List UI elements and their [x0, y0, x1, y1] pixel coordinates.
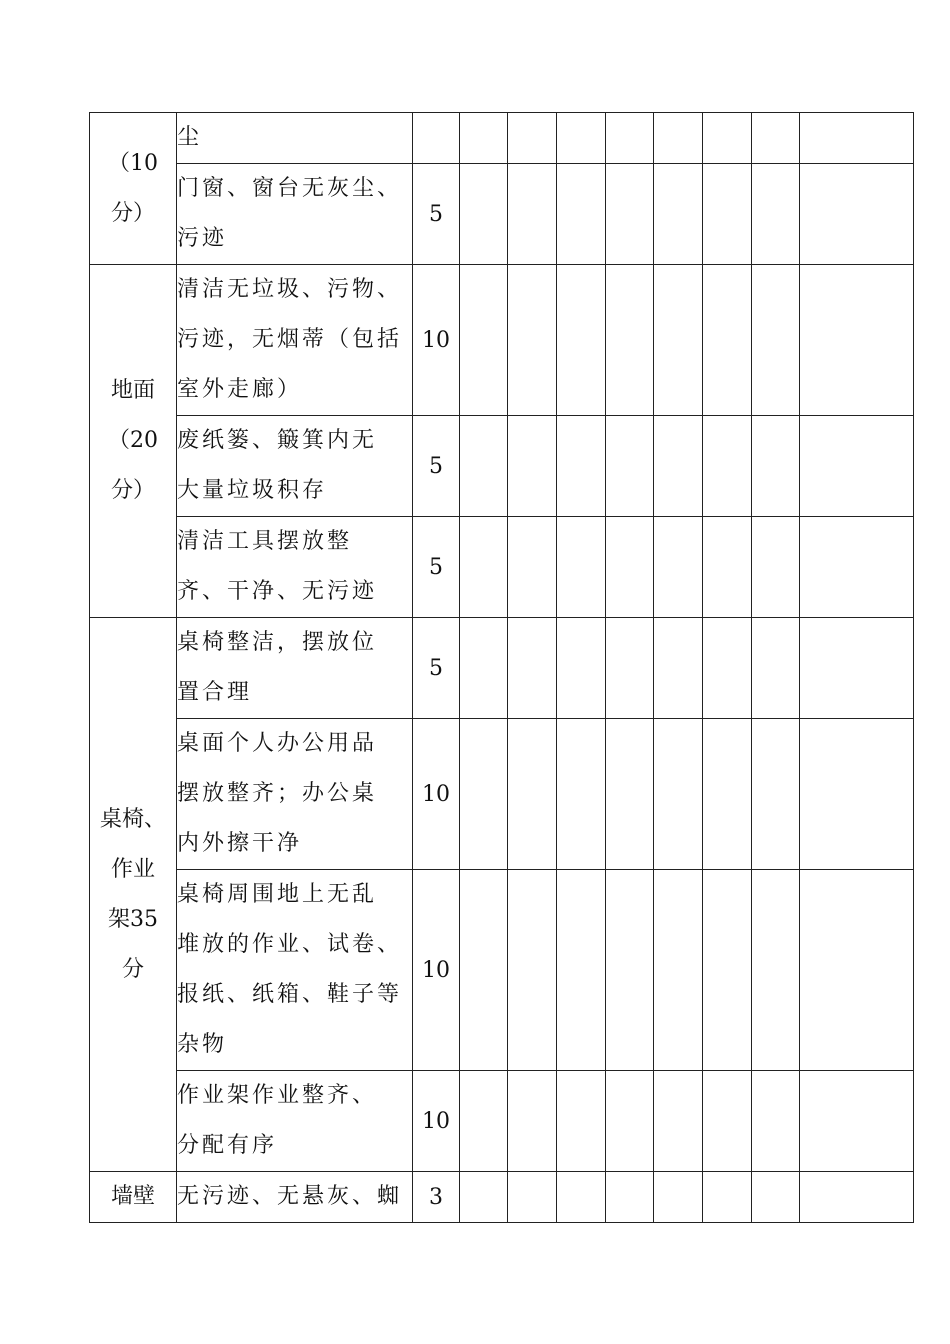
- blank-cell: [800, 719, 914, 870]
- blank-cell: [800, 416, 914, 517]
- blank-cell: [606, 870, 654, 1071]
- blank-cell: [508, 719, 557, 870]
- blank-cell: [606, 416, 654, 517]
- blank-cell: [703, 113, 752, 164]
- blank-cell: [460, 1172, 508, 1223]
- score-cell: 5: [413, 416, 460, 517]
- blank-cell: [800, 164, 914, 265]
- category-label: 桌椅、 作业 架35 分: [99, 806, 166, 982]
- blank-cell: [606, 265, 654, 416]
- table-row: [90, 870, 914, 1071]
- item-text: 废纸篓、簸箕内无 大量垃圾积存: [177, 428, 378, 503]
- blank-cell: [557, 113, 606, 164]
- blank-cell: [606, 1071, 654, 1172]
- blank-cell: [752, 517, 800, 618]
- blank-cell: [557, 164, 606, 265]
- blank-cell: [508, 1071, 557, 1172]
- blank-cell: [800, 517, 914, 618]
- item-cell: [177, 719, 413, 870]
- blank-cell: [460, 164, 508, 265]
- category-label: （10 分）: [108, 150, 158, 226]
- blank-cell: [460, 1071, 508, 1172]
- table-row: [90, 618, 914, 719]
- blank-cell: [703, 1071, 752, 1172]
- category-cell: [90, 265, 177, 618]
- blank-cell: [557, 618, 606, 719]
- blank-cell: [752, 1172, 800, 1223]
- blank-cell: [557, 1071, 606, 1172]
- category-cell: [90, 113, 177, 265]
- score-cell: 10: [413, 265, 460, 416]
- item-text: 作业架作业整齐、 分配有序: [177, 1083, 378, 1158]
- blank-cell: [557, 416, 606, 517]
- score-cell: 5: [413, 618, 460, 719]
- blank-cell: [606, 517, 654, 618]
- blank-cell: [460, 113, 508, 164]
- blank-cell: [752, 265, 800, 416]
- item-text: 无污迹、无悬灰、蜘: [177, 1184, 403, 1209]
- blank-cell: [508, 1172, 557, 1223]
- blank-cell: [703, 416, 752, 517]
- blank-cell: [460, 719, 508, 870]
- blank-cell: [654, 1071, 703, 1172]
- blank-cell: [557, 265, 606, 416]
- item-text: 桌椅周围地上无乱 堆放的作业、试卷、 报纸、纸箱、鞋子等 杂物: [177, 882, 403, 1057]
- blank-cell: [460, 265, 508, 416]
- table-row: [90, 113, 914, 164]
- blank-cell: [752, 113, 800, 164]
- blank-cell: [703, 719, 752, 870]
- blank-cell: [460, 517, 508, 618]
- blank-cell: [508, 416, 557, 517]
- blank-cell: [800, 113, 914, 164]
- score-cell: 10: [413, 719, 460, 870]
- blank-cell: [752, 1071, 800, 1172]
- blank-cell: [703, 1172, 752, 1223]
- score-cell: [413, 113, 460, 164]
- blank-cell: [752, 164, 800, 265]
- blank-cell: [703, 870, 752, 1071]
- item-cell: [177, 416, 413, 517]
- blank-cell: [606, 618, 654, 719]
- blank-cell: [606, 164, 654, 265]
- score-cell: 3: [413, 1172, 460, 1223]
- score-cell: 5: [413, 164, 460, 265]
- blank-cell: [703, 265, 752, 416]
- score-cell: 10: [413, 1071, 460, 1172]
- item-cell: [177, 618, 413, 719]
- table-row: [90, 164, 914, 265]
- table-row: [90, 1172, 914, 1223]
- item-text: 清洁无垃圾、污物、 污迹，无烟蒂（包括 室外走廊）: [177, 277, 403, 402]
- item-text: 尘: [177, 125, 203, 150]
- blank-cell: [606, 113, 654, 164]
- blank-cell: [508, 870, 557, 1071]
- blank-cell: [703, 517, 752, 618]
- item-cell: [177, 265, 413, 416]
- blank-cell: [800, 1172, 914, 1223]
- blank-cell: [508, 265, 557, 416]
- blank-cell: [703, 164, 752, 265]
- blank-cell: [800, 265, 914, 416]
- blank-cell: [800, 870, 914, 1071]
- item-cell: [177, 164, 413, 265]
- blank-cell: [508, 164, 557, 265]
- item-text: 门窗、窗台无灰尘、 污迹: [177, 176, 403, 251]
- table-row: [90, 265, 914, 416]
- blank-cell: [654, 416, 703, 517]
- score-cell: 10: [413, 870, 460, 1071]
- blank-cell: [654, 113, 703, 164]
- category-label: 墙壁: [110, 1184, 155, 1209]
- item-cell: [177, 1071, 413, 1172]
- table-row: [90, 719, 914, 870]
- item-text: 清洁工具摆放整 齐、干净、无污迹: [177, 529, 378, 604]
- score-cell: 5: [413, 517, 460, 618]
- table-row: [90, 517, 914, 618]
- item-text: 桌椅整洁，摆放位 置合理: [177, 630, 378, 705]
- table-row: [90, 1071, 914, 1172]
- blank-cell: [800, 618, 914, 719]
- blank-cell: [752, 416, 800, 517]
- blank-cell: [654, 517, 703, 618]
- blank-cell: [460, 618, 508, 719]
- blank-cell: [557, 1172, 606, 1223]
- blank-cell: [557, 517, 606, 618]
- category-cell: [90, 1172, 177, 1223]
- blank-cell: [460, 870, 508, 1071]
- blank-cell: [654, 164, 703, 265]
- blank-cell: [606, 719, 654, 870]
- blank-cell: [654, 1172, 703, 1223]
- table-row: [90, 416, 914, 517]
- blank-cell: [752, 719, 800, 870]
- blank-cell: [752, 870, 800, 1071]
- blank-cell: [800, 1071, 914, 1172]
- blank-cell: [654, 870, 703, 1071]
- blank-cell: [654, 265, 703, 416]
- blank-cell: [508, 618, 557, 719]
- blank-cell: [703, 618, 752, 719]
- blank-cell: [606, 1172, 654, 1223]
- blank-cell: [508, 517, 557, 618]
- item-text: 桌面个人办公用品 摆放整齐；办公桌 内外擦干净: [177, 731, 378, 856]
- category-cell: [90, 618, 177, 1172]
- blank-cell: [752, 618, 800, 719]
- item-cell: [177, 517, 413, 618]
- blank-cell: [654, 618, 703, 719]
- inspection-score-table: [89, 112, 914, 1223]
- blank-cell: [460, 416, 508, 517]
- blank-cell: [654, 719, 703, 870]
- category-label: 地面 （20 分）: [108, 378, 158, 503]
- item-cell: [177, 113, 413, 164]
- item-cell: [177, 870, 413, 1071]
- item-cell: [177, 1172, 413, 1223]
- blank-cell: [508, 113, 557, 164]
- blank-cell: [557, 719, 606, 870]
- blank-cell: [557, 870, 606, 1071]
